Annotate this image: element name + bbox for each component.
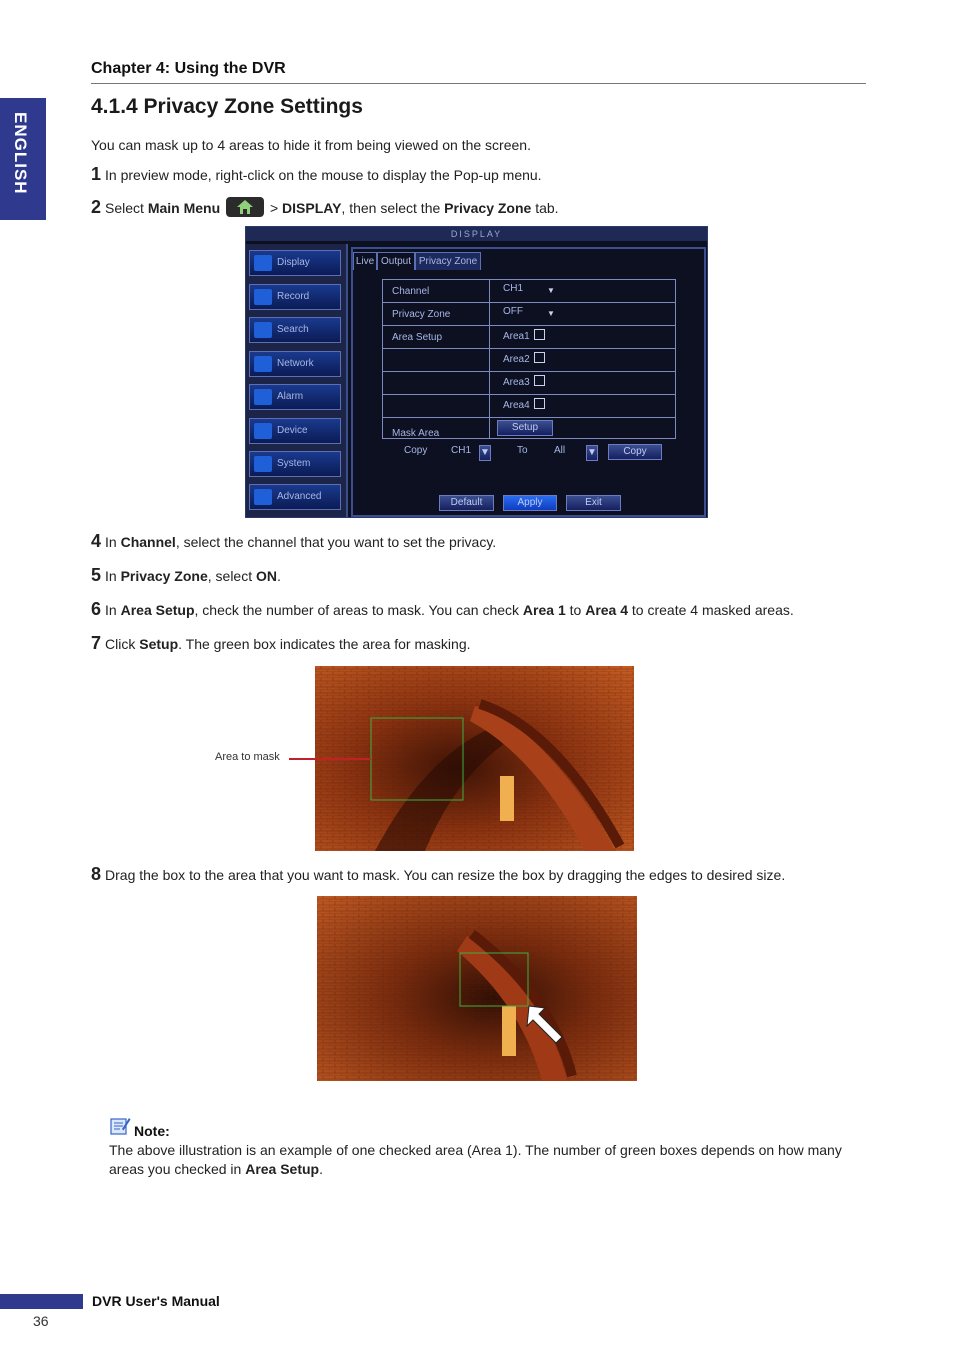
step-text: Drag the box to the area that you want to mask. You can resize the box by dragging the edges to desired size. [105,867,786,883]
area1-term: Area 1 [522,602,566,618]
row-channel [383,280,675,303]
on-term: ON [256,568,277,584]
step-6 [91,599,794,620]
step-text: In preview mode, right-click on the mouse to display the Pop-up menu. [105,167,542,183]
step-2 [91,197,559,218]
step-number: 7 [91,633,102,653]
chevron-down-icon[interactable]: ▼ [547,309,555,318]
dvr-side-menu [246,244,348,518]
row-area-2 [383,349,675,372]
channel-select[interactable]: CH1 [503,283,524,294]
area-setup-term: Area Setup [120,602,195,618]
menu-label: Network [277,358,314,369]
dvr-menu-advanced[interactable] [249,484,341,510]
mask-area-label: Mask Area [392,428,440,439]
tab-live[interactable]: Live [353,252,377,270]
copy-to-select[interactable]: All [554,445,566,456]
step-text: to create 4 masked areas. [628,602,794,618]
step-text: , select [207,568,256,584]
magnifier-icon [254,322,272,338]
step-text: In [105,602,121,618]
privacy-zone-label: Privacy Zone [392,309,451,320]
step-text: . The green box indicates the area for masking. [178,636,471,652]
step-number: 6 [91,599,102,619]
dvr-menu-display[interactable] [249,250,341,276]
dvr-menu-alarm[interactable] [249,384,341,410]
copy-from-select[interactable]: CH1 [451,445,472,456]
footer-bar [0,1294,83,1309]
step-number: 5 [91,565,102,585]
monitor-icon [254,255,272,271]
menu-label: Advanced [277,491,322,502]
step-text: , then select the [341,200,445,216]
wrench-icon [254,489,272,505]
tab-output[interactable]: Output [377,252,415,270]
note-body [109,1141,844,1179]
step-text: , select the channel that you want to set the privacy. [175,534,497,550]
step-7 [91,633,471,654]
step-number: 4 [91,531,102,551]
note-title: Note: [134,1123,170,1139]
privacy-zone-select[interactable]: OFF [503,306,523,317]
exit-button[interactable]: Exit [566,495,621,511]
apply-button[interactable]: Apply [503,495,557,511]
chevron-down-icon[interactable]: ▼ [479,445,491,461]
dvr-title: DISPLAY [246,227,707,241]
gear-icon [254,456,272,472]
page-number: 36 [33,1313,49,1329]
callout-label: Area to mask [215,751,280,763]
area-label: Area1 [503,331,530,342]
row-area-4 [383,395,675,418]
step-1 [91,164,542,185]
step-text: In [105,534,121,550]
display-term: DISPLAY [282,200,342,216]
language-tab [0,98,46,220]
step-8 [91,864,785,885]
checkbox-icon [534,398,545,409]
step-text: > [266,200,283,216]
copy-label: Copy [404,445,428,456]
channel-term: Channel [120,534,176,550]
area2-checkbox[interactable] [503,352,545,365]
checkbox-icon [534,329,545,340]
callout-line [289,758,371,760]
checkbox-icon [534,375,545,386]
step-text: Select [105,200,148,216]
home-icon [226,197,264,217]
dvr-display-screenshot [245,226,708,518]
menu-label: Display [277,257,310,268]
section-title: 4.1.4 Privacy Zone Settings [91,95,363,118]
dvr-menu-network[interactable] [249,351,341,377]
language-tab-label: ENGLISH [11,112,30,195]
device-icon [254,423,272,439]
privacy-zone-term: Privacy Zone [444,200,532,216]
film-icon [254,289,272,305]
chevron-down-icon[interactable]: ▼ [547,286,555,295]
privacy-settings-grid [382,279,676,439]
area-setup-label: Area Setup [392,332,443,343]
step-text: , check the number of areas to mask. You can check [194,602,523,618]
row-area-3 [383,372,675,395]
area1-checkbox[interactable] [503,329,545,342]
privacy-zone-term: Privacy Zone [120,568,208,584]
area-setup-term: Area Setup [245,1161,320,1177]
step-4 [91,531,496,552]
menu-label: Search [277,324,309,335]
dvr-menu-record[interactable] [249,284,341,310]
manual-title: DVR User's Manual [92,1293,220,1309]
row-mask-area [383,418,675,441]
menu-label: Device [277,425,308,436]
row-privacy-zone [383,303,675,326]
step-text: Click [105,636,140,652]
dvr-menu-device[interactable] [249,418,341,444]
step-number: 8 [91,864,102,884]
row-area-1 [383,326,675,349]
note-icon [109,1116,131,1141]
chevron-down-icon[interactable]: ▼ [586,445,598,461]
dvr-menu-search[interactable] [249,317,341,343]
dvr-menu-system[interactable] [249,451,341,477]
main-menu-term: Main Menu [147,200,221,216]
area4-checkbox[interactable] [503,398,545,411]
copy-to-label: To [517,445,528,456]
area3-checkbox[interactable] [503,375,545,388]
setup-term: Setup [139,636,179,652]
default-button[interactable]: Default [439,495,494,511]
header-divider [91,83,866,84]
menu-label: Record [277,291,310,302]
note-text: . [319,1161,324,1177]
note-text: The above illustration is an example of one checked area (Area 1). The number of green boxes depends on how many areas you checked in [109,1142,842,1177]
area-label: Area2 [503,354,530,365]
menu-label: Alarm [277,391,304,402]
area4-term: Area 4 [585,602,629,618]
copy-button[interactable]: Copy [608,444,662,460]
area-label: Area3 [503,377,530,388]
channel-label: Channel [392,286,430,297]
intro-text: You can mask up to 4 areas to hide it from being viewed on the screen. [91,137,531,153]
step-text: to [565,602,586,618]
area-label: Area4 [503,400,530,411]
tab-privacy-zone[interactable]: Privacy Zone [415,252,481,270]
globe-icon [254,356,272,372]
step-text: tab. [531,200,559,216]
step-text: In [105,568,121,584]
stairwell-photo-2 [317,896,637,1081]
step-text: . [277,568,281,584]
checkbox-icon [534,352,545,363]
menu-label: System [277,458,311,469]
setup-button[interactable]: Setup [497,420,553,436]
alarm-icon [254,389,272,405]
step-number: 2 [91,197,102,217]
chapter-header: Chapter 4: Using the DVR [91,60,286,77]
step-5 [91,565,281,586]
step-number: 1 [91,164,102,184]
